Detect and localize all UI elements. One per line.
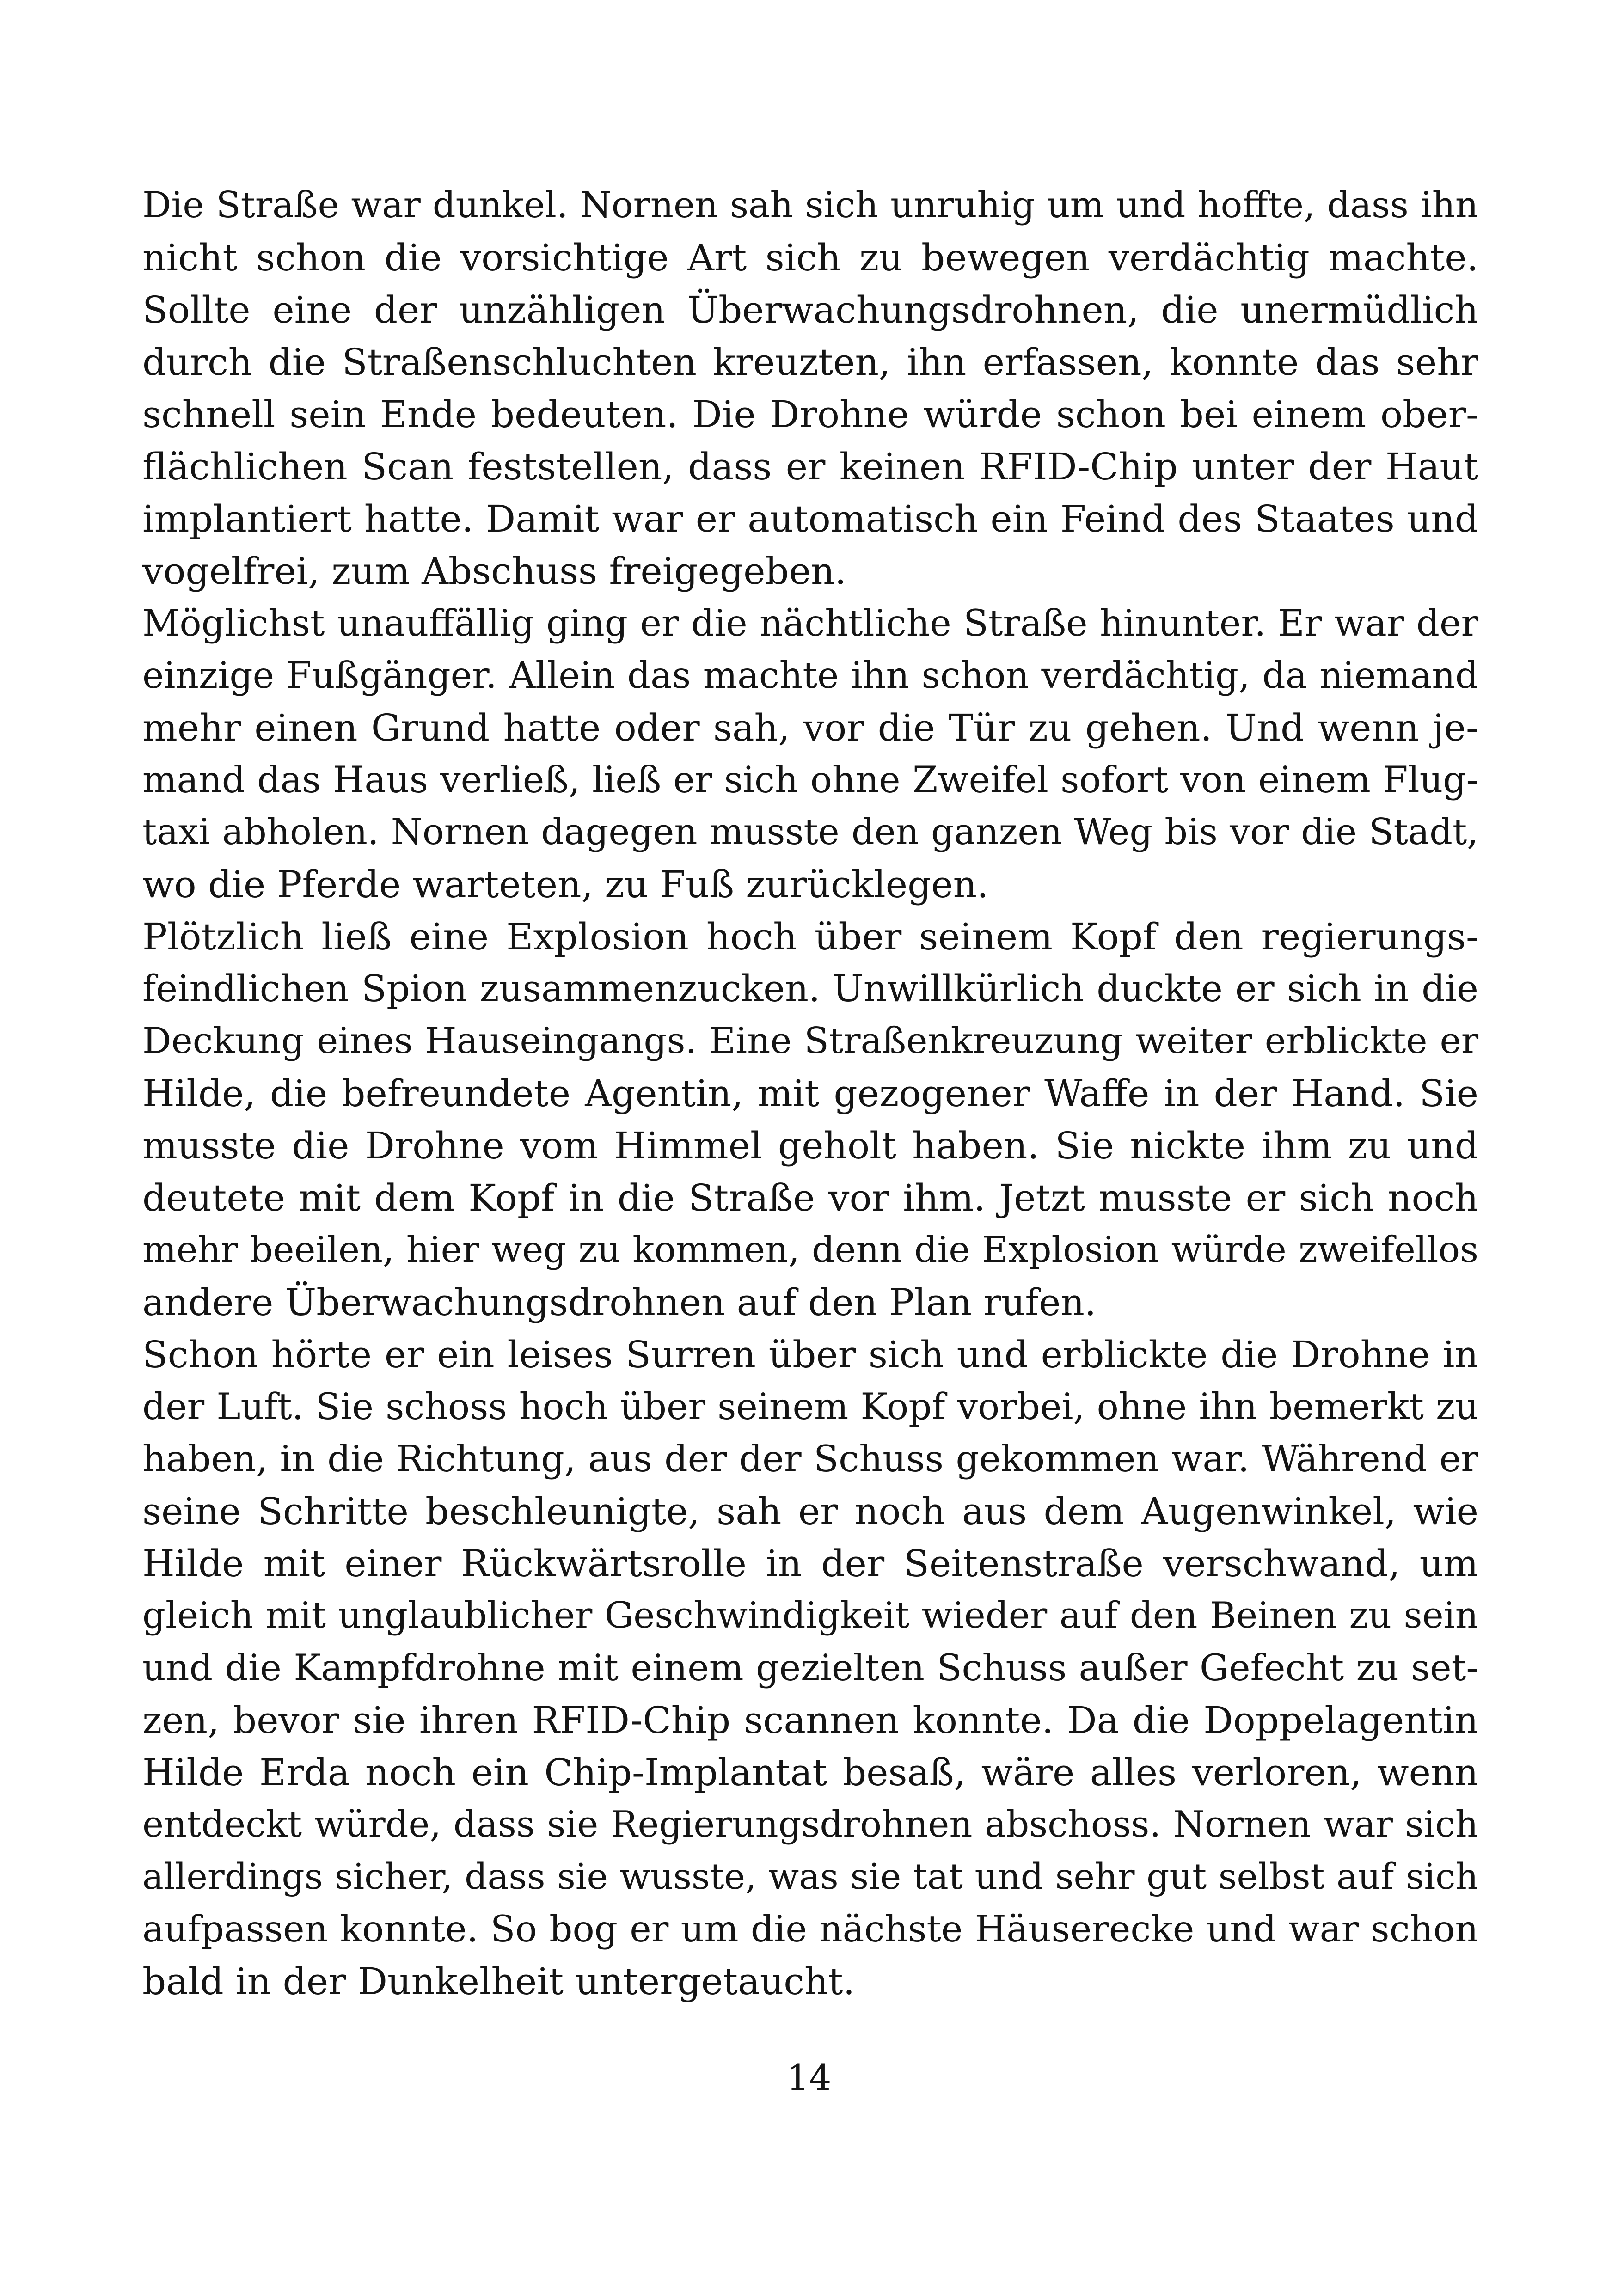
text-line: implantiert hatte. Damit war er automatisch ein Feind des Staates und (142, 497, 1478, 540)
text-line: musste die Drohne vom Himmel geholt haben. Sie nickte ihm zu und (142, 1124, 1478, 1167)
paragraph-1 (142, 179, 1478, 597)
text-line: einzige Fußgänger. Allein das machte ihn schon verdächtig, da niemand (142, 654, 1478, 697)
text-line: durch die Straßenschluchten kreuzten, ihn erfassen, konnte das sehr (142, 341, 1478, 384)
text-line: Hilde mit einer Rückwärtsrolle in der Seitenstraße verschwand, um (142, 1542, 1478, 1585)
text-line: der Luft. Sie schoss hoch über seinem Kopf vorbei, ohne ihn bemerkt zu (142, 1385, 1478, 1428)
text-line: Sollte eine der unzähligen Überwachungsdrohnen, die unermüdlich (142, 288, 1478, 331)
page-number: 14 (786, 2057, 832, 2098)
text-line: Möglichst unauffällig ging er die nächtliche Straße hinunter. Er war der (142, 602, 1478, 644)
text-line: vogelfrei, zum Abschuss freigegeben. (142, 550, 846, 593)
text-line: Plötzlich ließ eine Explosion hoch über seinem Kopf den regierungs- (142, 915, 1478, 958)
text-line: schnell sein Ende bedeuten. Die Drohne würde schon bei einem ober- (142, 393, 1478, 436)
text-line: gleich mit unglaublicher Geschwindigkeit wieder auf den Beinen zu sein (142, 1595, 1478, 1636)
text-line: allerdings sicher, dass sie wusste, was sie tat und sehr gut selbst auf sich (142, 1856, 1478, 1898)
text-line: entdeckt würde, dass sie Regierungsdrohnen abschoss. Nornen war sich (142, 1804, 1478, 1845)
text-line: Schon hörte er ein leises Surren über sich und erblickte die Drohne in (142, 1333, 1478, 1376)
text-line: flächlichen Scan feststellen, dass er keinen RFID-Chip unter der Haut (142, 445, 1478, 488)
text-line: mehr beeilen, hier weg zu kommen, denn die Explosion würde zweifellos (142, 1229, 1478, 1271)
text-line: Die Straße war dunkel. Nornen sah sich unruhig um und hoffte, dass ihn (142, 184, 1478, 226)
text-line: Hilde, die befreundete Agentin, mit gezogener Waffe in der Hand. Sie (142, 1072, 1478, 1115)
text-line: Deckung eines Hauseingangs. Eine Straßenkreuzung weiter erblickte er (142, 1020, 1478, 1062)
paragraph-4 (142, 1329, 1478, 2008)
text-line: zen, bevor sie ihren RFID-Chip scannen konnte. Da die Doppelagentin (142, 1699, 1478, 1742)
text-line: Hilde Erda noch ein Chip-Implantat besaß, wäre alles verloren, wenn (142, 1751, 1478, 1794)
text-line: feindlichen Spion zusammenzucken. Unwillkürlich duckte er sich in die (142, 967, 1478, 1010)
text-line: und die Kampfdrohne mit einem gezielten Schuss außer Gefecht zu set- (142, 1647, 1478, 1689)
text-line: aufpassen konnte. So bog er um die nächste Häuserecke und war schon (142, 1908, 1478, 1950)
paragraph-3 (142, 911, 1478, 1329)
text-line: seine Schritte beschleunigte, sah er noch aus dem Augenwinkel, wie (142, 1490, 1478, 1533)
paragraph-2 (142, 597, 1478, 911)
text-line: deutete mit dem Kopf in die Straße vor ihm. Jetzt musste er sich noch (142, 1176, 1478, 1219)
text-line: andere Überwachungsdrohnen auf den Plan rufen. (142, 1281, 1097, 1324)
text-line: nicht schon die vorsichtige Art sich zu bewegen verdächtig machte. (142, 236, 1478, 279)
text-line: mehr einen Grund hatte oder sah, vor die Tür zu gehen. Und wenn je- (142, 706, 1478, 749)
text-line: taxi abholen. Nornen dagegen musste den ganzen Weg bis vor die Stadt, (142, 811, 1478, 853)
text-line: haben, in die Richtung, aus der der Schuss gekommen war. Während er (142, 1438, 1478, 1480)
text-line: wo die Pferde warteten, zu Fuß zurücklegen. (142, 863, 989, 906)
body-text (142, 179, 1478, 2008)
text-line: bald in der Dunkelheit untergetaucht. (142, 1960, 855, 2003)
text-line: mand das Haus verließ, ließ er sich ohne Zweifel sofort von einem Flug- (142, 759, 1478, 801)
